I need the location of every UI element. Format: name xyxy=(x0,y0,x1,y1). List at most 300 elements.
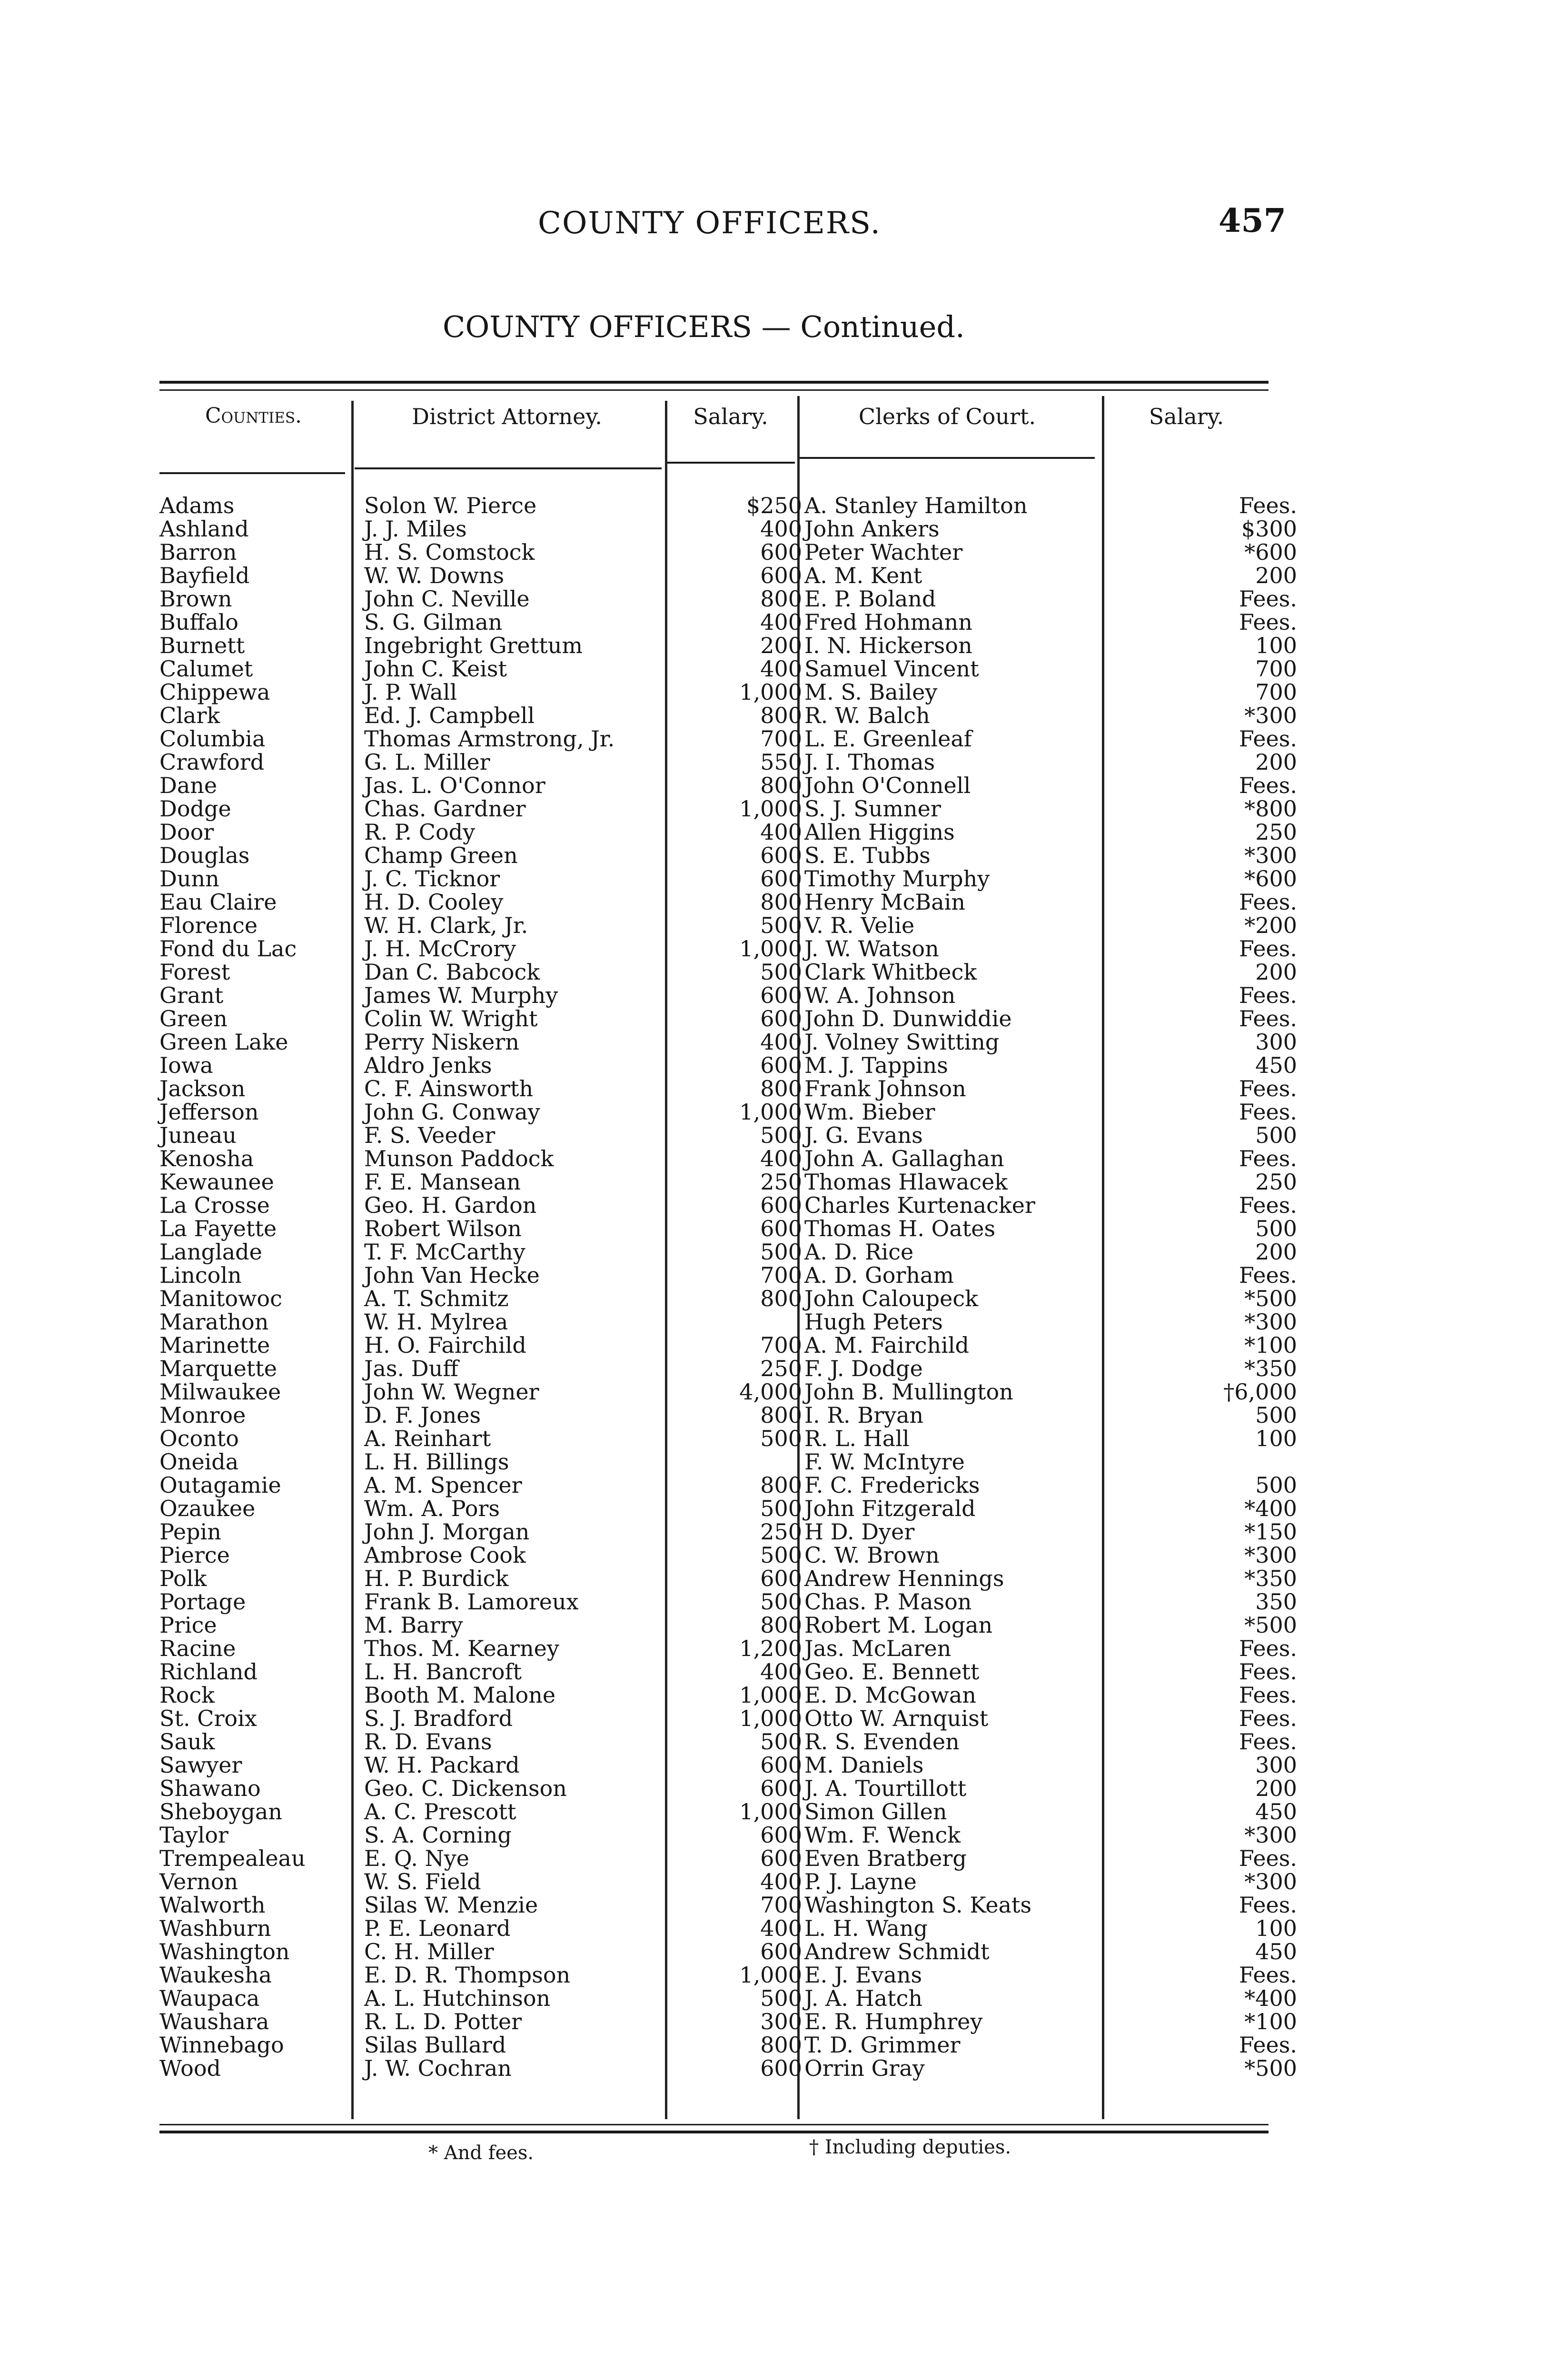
table-row xyxy=(0,2057,1546,2080)
salary-cell: 800 xyxy=(760,889,802,915)
district-attorney-cell: J. W. Cochran xyxy=(364,2055,512,2081)
table-row xyxy=(0,494,1546,517)
table-row xyxy=(0,681,1546,704)
district-attorney-cell: E. D. R. Thompson xyxy=(364,1962,571,1988)
table-row xyxy=(0,1264,1546,1287)
district-attorney-cell: P. E. Leonard xyxy=(364,1915,511,1941)
table-row xyxy=(0,1754,1546,1777)
clerk-salary-cell: Fees. xyxy=(1239,609,1297,635)
district-attorney-cell: A. M. Spencer xyxy=(364,1472,522,1498)
clerk-of-court-cell: Orrin Gray xyxy=(804,2055,925,2081)
table-row xyxy=(0,1497,1546,1520)
salary-cell: 400 xyxy=(760,1146,802,1171)
table-row xyxy=(0,564,1546,587)
clerk-salary-cell: Fees. xyxy=(1239,1192,1297,1218)
salary-cell: 400 xyxy=(760,656,802,682)
clerk-salary-cell: 100 xyxy=(1255,1426,1297,1451)
district-attorney-cell: Thos. M. Kearney xyxy=(364,1636,559,1661)
county-cell: Brown xyxy=(159,586,232,612)
district-attorney-cell: H. S. Comstock xyxy=(364,539,535,565)
clerk-of-court-cell: John Fitzgerald xyxy=(804,1496,976,1521)
table-row xyxy=(0,1520,1546,1544)
county-cell: Eau Claire xyxy=(159,889,277,915)
county-cell: Oconto xyxy=(159,1426,239,1451)
district-attorney-cell: Jas. Duff xyxy=(364,1356,458,1381)
table-row xyxy=(0,517,1546,541)
district-attorney-cell: E. Q. Nye xyxy=(364,1845,469,1871)
clerk-of-court-cell: P. J. Layne xyxy=(804,1869,917,1894)
clerk-of-court-cell: John B. Mullington xyxy=(804,1379,1013,1405)
county-cell: Washburn xyxy=(159,1915,271,1941)
county-cell: Kenosha xyxy=(159,1146,254,1171)
table-row xyxy=(0,1567,1546,1590)
header-clerks-of-court: Clerks of Court. xyxy=(858,404,1036,429)
county-cell: Marathon xyxy=(159,1309,269,1335)
table-row xyxy=(0,751,1546,774)
clerk-of-court-cell: L. H. Wang xyxy=(804,1915,928,1941)
salary-cell: 400 xyxy=(760,1915,802,1941)
district-attorney-cell: Ingebright Grettum xyxy=(364,633,583,658)
county-cell: Douglas xyxy=(159,843,250,868)
clerk-salary-cell: Fees. xyxy=(1239,493,1297,518)
district-attorney-cell: S. A. Corning xyxy=(364,1822,512,1848)
clerk-of-court-cell: R. L. Hall xyxy=(804,1426,910,1451)
district-attorney-cell: Aldro Jenks xyxy=(364,1052,492,1078)
county-cell: Iowa xyxy=(159,1052,213,1078)
clerk-of-court-cell: Wm. F. Wenck xyxy=(804,1822,961,1848)
clerk-of-court-cell: E. J. Evans xyxy=(804,1962,922,1988)
salary-cell: 1,000 xyxy=(739,796,802,822)
table-row xyxy=(0,914,1546,937)
district-attorney-cell: Silas W. Menzie xyxy=(364,1892,538,1918)
clerk-salary-cell: Fees. xyxy=(1239,1636,1297,1661)
header-district-attorney: District Attorney. xyxy=(412,404,602,429)
clerk-salary-cell: *300 xyxy=(1244,1542,1297,1568)
county-cell: Door xyxy=(159,819,214,845)
clerk-salary-cell: *300 xyxy=(1244,703,1297,728)
footnote-and-fees: * And fees. xyxy=(428,2142,534,2164)
district-attorney-cell: W. H. Mylrea xyxy=(364,1309,508,1335)
county-cell: Langlade xyxy=(159,1239,262,1265)
clerk-of-court-cell: W. A. Johnson xyxy=(804,982,956,1008)
salary-cell: 600 xyxy=(760,982,802,1008)
table-row xyxy=(0,1101,1546,1124)
clerk-salary-cell: Fees. xyxy=(1239,1076,1297,1101)
district-attorney-cell: S. G. Gilman xyxy=(364,609,503,635)
clerk-of-court-cell: L. E. Greenleaf xyxy=(804,726,972,752)
county-cell: La Fayette xyxy=(159,1216,277,1241)
table-row xyxy=(0,1007,1546,1031)
county-cell: Taylor xyxy=(159,1822,228,1848)
salary-cell: 800 xyxy=(760,2032,802,2058)
county-cell: Walworth xyxy=(159,1892,266,1918)
county-cell: Shawano xyxy=(159,1775,261,1801)
salary-cell: 400 xyxy=(760,819,802,845)
salary-cell: 400 xyxy=(760,516,802,542)
county-cell: Jackson xyxy=(159,1076,246,1101)
table-row xyxy=(0,961,1546,984)
clerk-of-court-cell: Clark Whitbeck xyxy=(804,959,977,985)
header-underline xyxy=(666,462,795,464)
clerk-salary-cell: *500 xyxy=(1244,1612,1297,1638)
clerk-salary-cell: *100 xyxy=(1244,1332,1297,1358)
clerk-salary-cell: *600 xyxy=(1244,539,1297,565)
district-attorney-cell: J. H. McCrory xyxy=(364,936,516,962)
district-attorney-cell: Wm. A. Pors xyxy=(364,1496,500,1521)
salary-cell: 500 xyxy=(760,1122,802,1148)
district-attorney-cell: John G. Conway xyxy=(364,1099,540,1125)
clerk-salary-cell: 200 xyxy=(1255,563,1297,588)
county-cell: Pepin xyxy=(159,1519,221,1545)
clerk-salary-cell: 250 xyxy=(1255,819,1297,845)
table-row xyxy=(0,1707,1546,1730)
district-attorney-cell: R. D. Evans xyxy=(364,1729,492,1755)
salary-cell: 800 xyxy=(760,703,802,728)
district-attorney-cell: Dan C. Babcock xyxy=(364,959,540,985)
table-row xyxy=(0,634,1546,657)
county-cell: Monroe xyxy=(159,1402,246,1428)
county-cell: Juneau xyxy=(159,1122,237,1148)
table-row xyxy=(0,1637,1546,1660)
district-attorney-cell: D. F. Jones xyxy=(364,1402,481,1428)
clerk-salary-cell: *200 xyxy=(1244,912,1297,938)
district-attorney-cell: G. L. Miller xyxy=(364,749,490,775)
clerk-salary-cell: Fees. xyxy=(1239,1682,1297,1708)
clerk-of-court-cell: S. J. Sumner xyxy=(804,796,941,822)
county-cell: Adams xyxy=(159,493,235,518)
county-cell: Wood xyxy=(159,2055,221,2081)
clerk-of-court-cell: Hugh Peters xyxy=(804,1309,943,1335)
table-row xyxy=(0,1614,1546,1637)
county-cell: Lincoln xyxy=(159,1262,242,1288)
clerk-salary-cell: *350 xyxy=(1244,1356,1297,1381)
clerk-of-court-cell: A. Stanley Hamilton xyxy=(804,493,1028,518)
county-cell: Burnett xyxy=(159,633,245,658)
clerk-salary-cell: 200 xyxy=(1255,959,1297,985)
table-row xyxy=(0,727,1546,751)
clerk-of-court-cell: S. E. Tubbs xyxy=(804,843,931,868)
clerk-salary-cell: Fees. xyxy=(1239,773,1297,798)
clerk-salary-cell: Fees. xyxy=(1239,1729,1297,1755)
footnote-including-deputies: † Including deputies. xyxy=(809,2136,1011,2158)
district-attorney-cell: H. D. Cooley xyxy=(364,889,504,915)
county-cell: Sauk xyxy=(159,1729,215,1755)
district-attorney-cell: A. Reinhart xyxy=(364,1426,491,1451)
salary-cell: 700 xyxy=(760,1892,802,1918)
district-attorney-cell: A. L. Hutchinson xyxy=(364,1985,551,2011)
table-row xyxy=(0,1730,1546,1754)
salary-cell: 250 xyxy=(760,1356,802,1381)
clerk-salary-cell: Fees. xyxy=(1239,1146,1297,1171)
salary-cell: 500 xyxy=(760,1985,802,2011)
table-row xyxy=(0,1427,1546,1450)
salary-cell: 600 xyxy=(760,866,802,892)
salary-cell: 200 xyxy=(760,633,802,658)
salary-cell: 1,000 xyxy=(739,1962,802,1988)
district-attorney-cell: Solon W. Pierce xyxy=(364,493,537,518)
table-row xyxy=(0,1287,1546,1310)
district-attorney-cell: Jas. L. O'Connor xyxy=(364,773,545,798)
clerk-salary-cell: Fees. xyxy=(1239,1006,1297,1031)
county-cell: Jefferson xyxy=(159,1099,259,1125)
clerk-salary-cell: *400 xyxy=(1244,1985,1297,2011)
table-row xyxy=(0,1777,1546,1800)
clerk-salary-cell: 700 xyxy=(1255,679,1297,705)
county-cell: Ozaukee xyxy=(159,1496,256,1521)
district-attorney-cell: W. S. Field xyxy=(364,1869,481,1894)
district-attorney-cell: Chas. Gardner xyxy=(364,796,526,822)
salary-cell: 400 xyxy=(760,1869,802,1894)
table-row xyxy=(0,1450,1546,1474)
county-cell: Washington xyxy=(159,1939,290,1964)
salary-cell: 600 xyxy=(760,563,802,588)
clerk-of-court-cell: J. W. Watson xyxy=(804,936,939,962)
salary-cell: 600 xyxy=(760,1006,802,1031)
clerk-of-court-cell: A. M. Kent xyxy=(804,563,922,588)
district-attorney-cell: W. H. Clark, Jr. xyxy=(364,912,528,938)
clerk-salary-cell: 300 xyxy=(1255,1029,1297,1055)
county-cell: Barron xyxy=(159,539,237,565)
district-attorney-cell: H. P. Burdick xyxy=(364,1566,509,1591)
district-attorney-cell: Ed. J. Campbell xyxy=(364,703,535,728)
clerk-of-court-cell: C. W. Brown xyxy=(804,1542,940,1568)
table-row xyxy=(0,1240,1546,1264)
salary-cell: 800 xyxy=(760,773,802,798)
district-attorney-cell: Silas Bullard xyxy=(364,2032,506,2058)
county-cell: Portage xyxy=(159,1589,246,1615)
clerk-salary-cell: Fees. xyxy=(1239,982,1297,1008)
salary-cell: 600 xyxy=(760,1845,802,1871)
table-row xyxy=(0,1660,1546,1684)
salary-cell: 500 xyxy=(760,1589,802,1615)
clerk-of-court-cell: M. S. Bailey xyxy=(804,679,938,705)
county-cell: Florence xyxy=(159,912,258,938)
county-cell: La Crosse xyxy=(159,1192,270,1218)
clerk-of-court-cell: R. W. Balch xyxy=(804,703,930,728)
table-row xyxy=(0,774,1546,797)
county-cell: Dunn xyxy=(159,866,219,892)
clerk-of-court-cell: Simon Gillen xyxy=(804,1799,947,1825)
table-row xyxy=(0,1194,1546,1217)
salary-cell: 400 xyxy=(760,1659,802,1685)
county-cell: Rock xyxy=(159,1682,215,1708)
clerk-of-court-cell: A. D. Gorham xyxy=(804,1262,954,1288)
clerk-salary-cell: 500 xyxy=(1255,1402,1297,1428)
table-row xyxy=(0,1987,1546,2010)
county-cell: Green Lake xyxy=(159,1029,288,1055)
header-clerk-salary: Salary. xyxy=(1149,404,1224,429)
clerk-salary-cell: Fees. xyxy=(1239,1892,1297,1918)
salary-cell: 550 xyxy=(760,749,802,775)
district-attorney-cell: W. W. Downs xyxy=(364,563,505,588)
salary-cell: 600 xyxy=(760,1822,802,1848)
county-cell: Outagamie xyxy=(159,1472,281,1498)
clerk-salary-cell: 500 xyxy=(1255,1216,1297,1241)
clerk-salary-cell: Fees. xyxy=(1239,1706,1297,1731)
clerk-salary-cell: *300 xyxy=(1244,1309,1297,1335)
table-row xyxy=(0,844,1546,867)
salary-cell: 4,000 xyxy=(739,1379,802,1405)
table-row xyxy=(0,1917,1546,1940)
clerk-of-court-cell: Washington S. Keats xyxy=(804,1892,1032,1918)
table-row xyxy=(0,1824,1546,1847)
salary-cell: 800 xyxy=(760,586,802,612)
salary-cell: 500 xyxy=(760,1496,802,1521)
clerk-salary-cell: *400 xyxy=(1244,1496,1297,1521)
table-row xyxy=(0,1800,1546,1824)
table-row xyxy=(0,821,1546,844)
clerk-of-court-cell: V. R. Velie xyxy=(804,912,915,938)
header-counties: Counties. xyxy=(205,404,302,428)
clerk-of-court-cell: Peter Wachter xyxy=(804,539,963,565)
salary-cell: 400 xyxy=(760,1029,802,1055)
clerk-salary-cell: Fees. xyxy=(1239,1262,1297,1288)
clerk-salary-cell: 300 xyxy=(1255,1752,1297,1778)
clerk-salary-cell: 700 xyxy=(1255,656,1297,682)
salary-cell: 250 xyxy=(760,1169,802,1195)
county-cell: Columbia xyxy=(159,726,266,752)
salary-cell: 500 xyxy=(760,1426,802,1451)
clerk-of-court-cell: Andrew Hennings xyxy=(804,1566,1004,1591)
district-attorney-cell: A. C. Prescott xyxy=(364,1799,516,1825)
salary-cell: 500 xyxy=(760,1239,802,1265)
table-row xyxy=(0,1940,1546,1964)
table-row xyxy=(0,1031,1546,1054)
clerk-of-court-cell: Fred Hohmann xyxy=(804,609,972,635)
county-cell: Trempealeau xyxy=(159,1845,306,1871)
clerk-of-court-cell: John O'Connell xyxy=(804,773,971,798)
clerk-of-court-cell: Allen Higgins xyxy=(804,819,955,845)
table-row xyxy=(0,611,1546,634)
county-cell: Dane xyxy=(159,773,218,798)
salary-cell: 1,200 xyxy=(739,1636,802,1661)
table-row xyxy=(0,587,1546,611)
district-attorney-cell: James W. Murphy xyxy=(364,982,558,1008)
salary-cell: 500 xyxy=(760,1542,802,1568)
header-underline xyxy=(800,457,1095,459)
salary-cell: 800 xyxy=(760,1286,802,1311)
district-attorney-cell: L. H. Billings xyxy=(364,1449,509,1475)
clerk-of-court-cell: J. Volney Switting xyxy=(804,1029,1000,1055)
salary-cell: 1,000 xyxy=(739,1099,802,1125)
bottom-rule xyxy=(159,2124,1269,2125)
salary-cell: $250 xyxy=(746,493,802,518)
table-row xyxy=(0,1077,1546,1101)
clerk-of-court-cell: J. G. Evans xyxy=(804,1122,923,1148)
salary-cell: 600 xyxy=(760,1775,802,1801)
clerk-salary-cell: †6,000 xyxy=(1223,1379,1297,1405)
district-attorney-cell: Munson Paddock xyxy=(364,1146,554,1171)
clerk-salary-cell: 500 xyxy=(1255,1472,1297,1498)
clerk-of-court-cell: J. A. Tourtillott xyxy=(804,1775,967,1801)
county-cell: Forest xyxy=(159,959,230,985)
clerk-of-court-cell: F. C. Fredericks xyxy=(804,1472,980,1498)
clerk-of-court-cell: Chas. P. Mason xyxy=(804,1589,972,1615)
salary-cell: 600 xyxy=(760,2055,802,2081)
clerk-of-court-cell: A. M. Fairchild xyxy=(804,1332,969,1358)
salary-cell: 250 xyxy=(760,1519,802,1545)
clerk-of-court-cell: Andrew Schmidt xyxy=(804,1939,990,1964)
clerk-of-court-cell: F. J. Dodge xyxy=(804,1356,923,1381)
county-cell: Price xyxy=(159,1612,217,1638)
clerk-of-court-cell: Thomas Hlawacek xyxy=(804,1169,1008,1195)
salary-cell: 500 xyxy=(760,959,802,985)
clerk-salary-cell: 100 xyxy=(1255,1915,1297,1941)
salary-cell: 600 xyxy=(760,843,802,868)
top-rule-thin xyxy=(159,389,1269,391)
district-attorney-cell: F. E. Mansean xyxy=(364,1169,521,1195)
table-row xyxy=(0,1964,1546,1987)
clerk-salary-cell: 200 xyxy=(1255,1239,1297,1265)
district-attorney-cell: C. H. Miller xyxy=(364,1939,494,1964)
county-cell: Marinette xyxy=(159,1332,270,1358)
salary-cell: 500 xyxy=(760,912,802,938)
county-cell: Manitowoc xyxy=(159,1286,282,1311)
county-cell: Clark xyxy=(159,703,220,728)
top-rule xyxy=(159,381,1269,384)
clerk-salary-cell: *300 xyxy=(1244,1869,1297,1894)
district-attorney-cell: J. J. Miles xyxy=(364,516,467,542)
county-cell: Fond du Lac xyxy=(159,936,297,962)
salary-cell: 700 xyxy=(760,726,802,752)
clerk-salary-cell: 450 xyxy=(1255,1939,1297,1964)
table-row xyxy=(0,2033,1546,2057)
district-attorney-cell: Champ Green xyxy=(364,843,518,868)
clerk-of-court-cell: Otto W. Arnquist xyxy=(804,1706,989,1731)
county-cell: Calumet xyxy=(159,656,253,682)
district-attorney-cell: Thomas Armstrong, Jr. xyxy=(364,726,615,752)
salary-cell: 300 xyxy=(760,2009,802,2034)
district-attorney-cell: L. H. Bancroft xyxy=(364,1659,522,1685)
table-row xyxy=(0,541,1546,564)
table-row xyxy=(0,1124,1546,1147)
district-attorney-cell: W. H. Packard xyxy=(364,1752,520,1778)
clerk-salary-cell: 100 xyxy=(1255,633,1297,658)
district-attorney-cell: J. C. Ticknor xyxy=(364,866,500,892)
district-attorney-cell: J. P. Wall xyxy=(364,679,457,705)
clerk-of-court-cell: M. Daniels xyxy=(804,1752,924,1778)
county-cell: Marquette xyxy=(159,1356,277,1381)
clerk-of-court-cell: T. D. Grimmer xyxy=(804,2032,961,2058)
clerk-salary-cell: Fees. xyxy=(1239,2032,1297,2058)
header-underline xyxy=(355,467,662,469)
district-attorney-cell: Frank B. Lamoreux xyxy=(364,1589,579,1615)
clerk-of-court-cell: Samuel Vincent xyxy=(804,656,979,682)
clerk-salary-cell: 450 xyxy=(1255,1799,1297,1825)
district-attorney-cell: Booth M. Malone xyxy=(364,1682,556,1708)
table-row xyxy=(0,1310,1546,1334)
table-row xyxy=(0,891,1546,914)
table-row xyxy=(0,1544,1546,1567)
clerk-salary-cell: *800 xyxy=(1244,796,1297,822)
salary-cell: 600 xyxy=(760,1192,802,1218)
county-cell: Crawford xyxy=(159,749,265,775)
clerk-of-court-cell: E. R. Humphrey xyxy=(804,2009,983,2034)
county-cell: Waushara xyxy=(159,2009,269,2034)
clerk-of-court-cell: H D. Dyer xyxy=(804,1519,915,1545)
clerk-of-court-cell: E. D. McGowan xyxy=(804,1682,977,1708)
district-attorney-cell: John Van Hecke xyxy=(364,1262,540,1288)
clerk-salary-cell: Fees. xyxy=(1239,1845,1297,1871)
clerk-of-court-cell: I. R. Bryan xyxy=(804,1402,924,1428)
salary-cell: 700 xyxy=(760,1332,802,1358)
clerk-of-court-cell: John Caloupeck xyxy=(804,1286,978,1311)
clerk-of-court-cell: John D. Dunwiddie xyxy=(804,1006,1012,1031)
clerk-salary-cell: Fees. xyxy=(1239,1099,1297,1125)
salary-cell: 1,000 xyxy=(739,1799,802,1825)
salary-cell: 600 xyxy=(760,1052,802,1078)
salary-cell: 500 xyxy=(760,1729,802,1755)
